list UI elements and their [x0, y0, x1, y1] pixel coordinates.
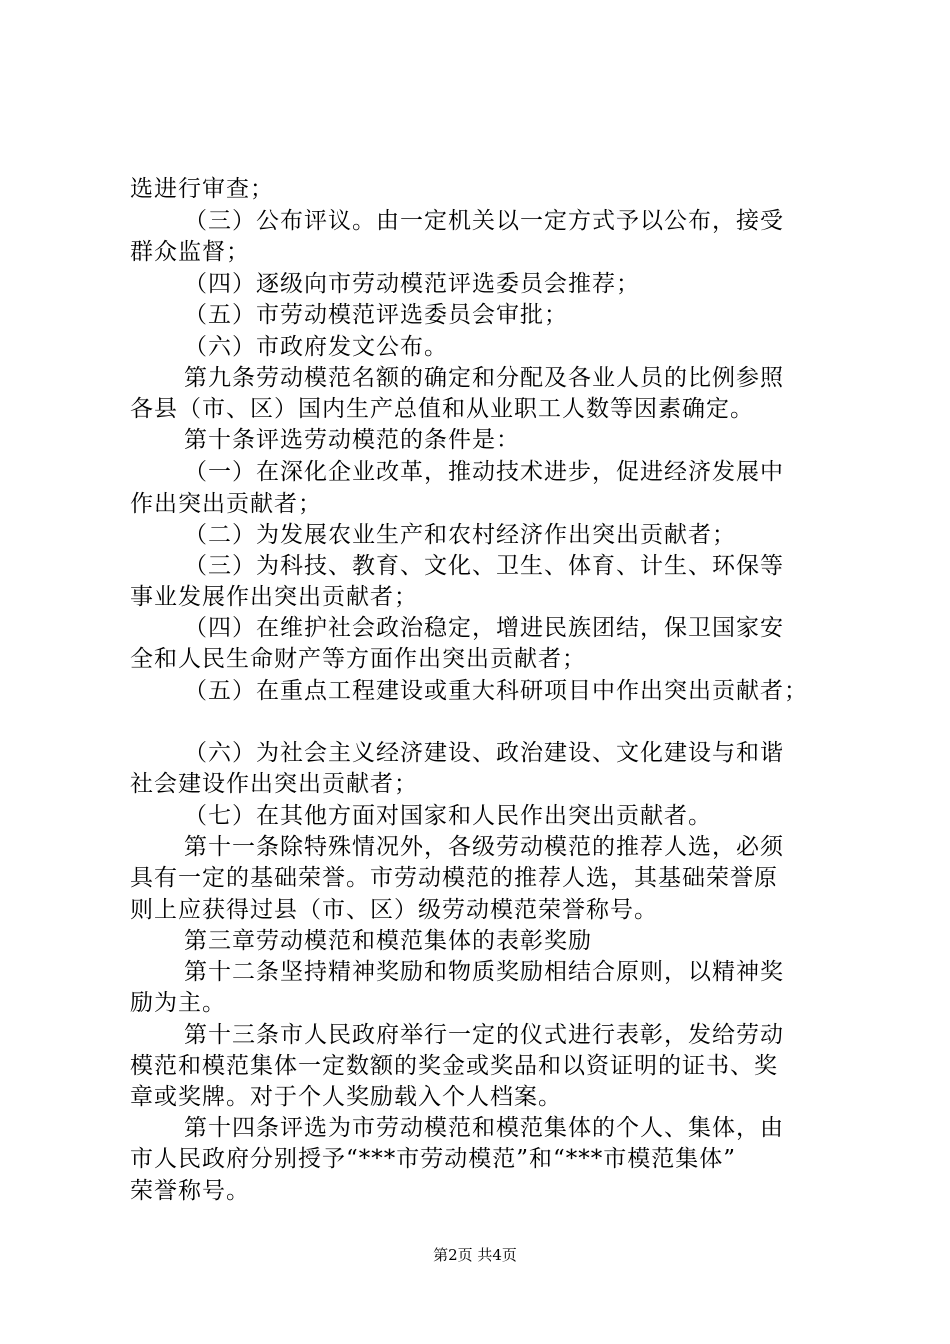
- text-line: （三）公布评议。由一定机关以一定方式予以公布，接受: [184, 208, 784, 234]
- text-line: 社会建设作出突出贡献者；: [130, 771, 418, 797]
- text-line: 模范和模范集体一定数额的奖金或奖品和以资证明的证书、奖: [130, 1053, 778, 1079]
- text-line: 第十四条评选为市劳动模范和模范集体的个人、集体，由: [184, 1115, 784, 1141]
- text-line: （五）在重点工程建设或重大科研项目中作出突出贡献者；: [184, 678, 808, 704]
- text-line: （六）为社会主义经济建设、政治建设、文化建设与和谐: [184, 740, 784, 766]
- page-number-footer: 第2页 共4页: [433, 1246, 517, 1264]
- text-line: （六）市政府发文公布。: [184, 334, 448, 360]
- text-line: （四）逐级向市劳动模范评选委员会推荐；: [184, 271, 640, 297]
- text-line: 第十二条坚持精神奖励和物质奖励相结合原则，以精神奖: [184, 959, 784, 985]
- text-line: 第十一条除特殊情况外，各级劳动模范的推荐人选，必须: [184, 834, 784, 860]
- text-line: （三）为科技、教育、文化、卫生、体育、计生、环保等: [184, 553, 784, 579]
- text-line: 选进行审查；: [130, 176, 274, 202]
- text-line: （四）在维护社会政治稳定，增进民族团结，保卫国家安: [184, 615, 784, 641]
- text-line: 则上应获得过县（市、区）级劳动模范荣誉称号。: [130, 897, 658, 923]
- text-line: 第十三条市人民政府举行一定的仪式进行表彰，发给劳动: [184, 1022, 784, 1048]
- text-line: 事业发展作出突出贡献者；: [130, 584, 418, 610]
- text-line: 章或奖牌。对于个人奖励载入个人档案。: [130, 1084, 562, 1110]
- text-line: 作出突出贡献者；: [130, 491, 322, 517]
- text-line: 市人民政府分别授予“***市劳动模范”和“***市模范集体”: [130, 1146, 737, 1172]
- chapter-heading: 第三章劳动模范和模范集体的表彰奖励: [184, 928, 592, 954]
- text-line: 全和人民生命财产等方面作出突出贡献者；: [130, 646, 586, 672]
- text-line: （五）市劳动模范评选委员会审批；: [184, 302, 568, 328]
- text-line: 具有一定的基础荣誉。市劳动模范的推荐人选，其基础荣誉原: [130, 865, 778, 891]
- text-line: 励为主。: [130, 990, 226, 1016]
- text-line: 第九条劳动模范名额的确定和分配及各业人员的比例参照: [184, 365, 784, 391]
- text-line: （二）为发展农业生产和农村经济作出突出贡献者；: [184, 522, 736, 548]
- text-line: 群众监督；: [130, 239, 250, 265]
- text-line: （一）在深化企业改革，推动技术进步，促进经济发展中: [184, 459, 784, 485]
- text-line: 各县（市、区）国内生产总值和从业职工人数等因素确定。: [130, 396, 754, 422]
- text-line: 荣誉称号。: [130, 1178, 250, 1204]
- text-line: 第十条评选劳动模范的条件是：: [184, 427, 520, 453]
- text-line: （七）在其他方面对国家和人民作出突出贡献者。: [184, 803, 712, 829]
